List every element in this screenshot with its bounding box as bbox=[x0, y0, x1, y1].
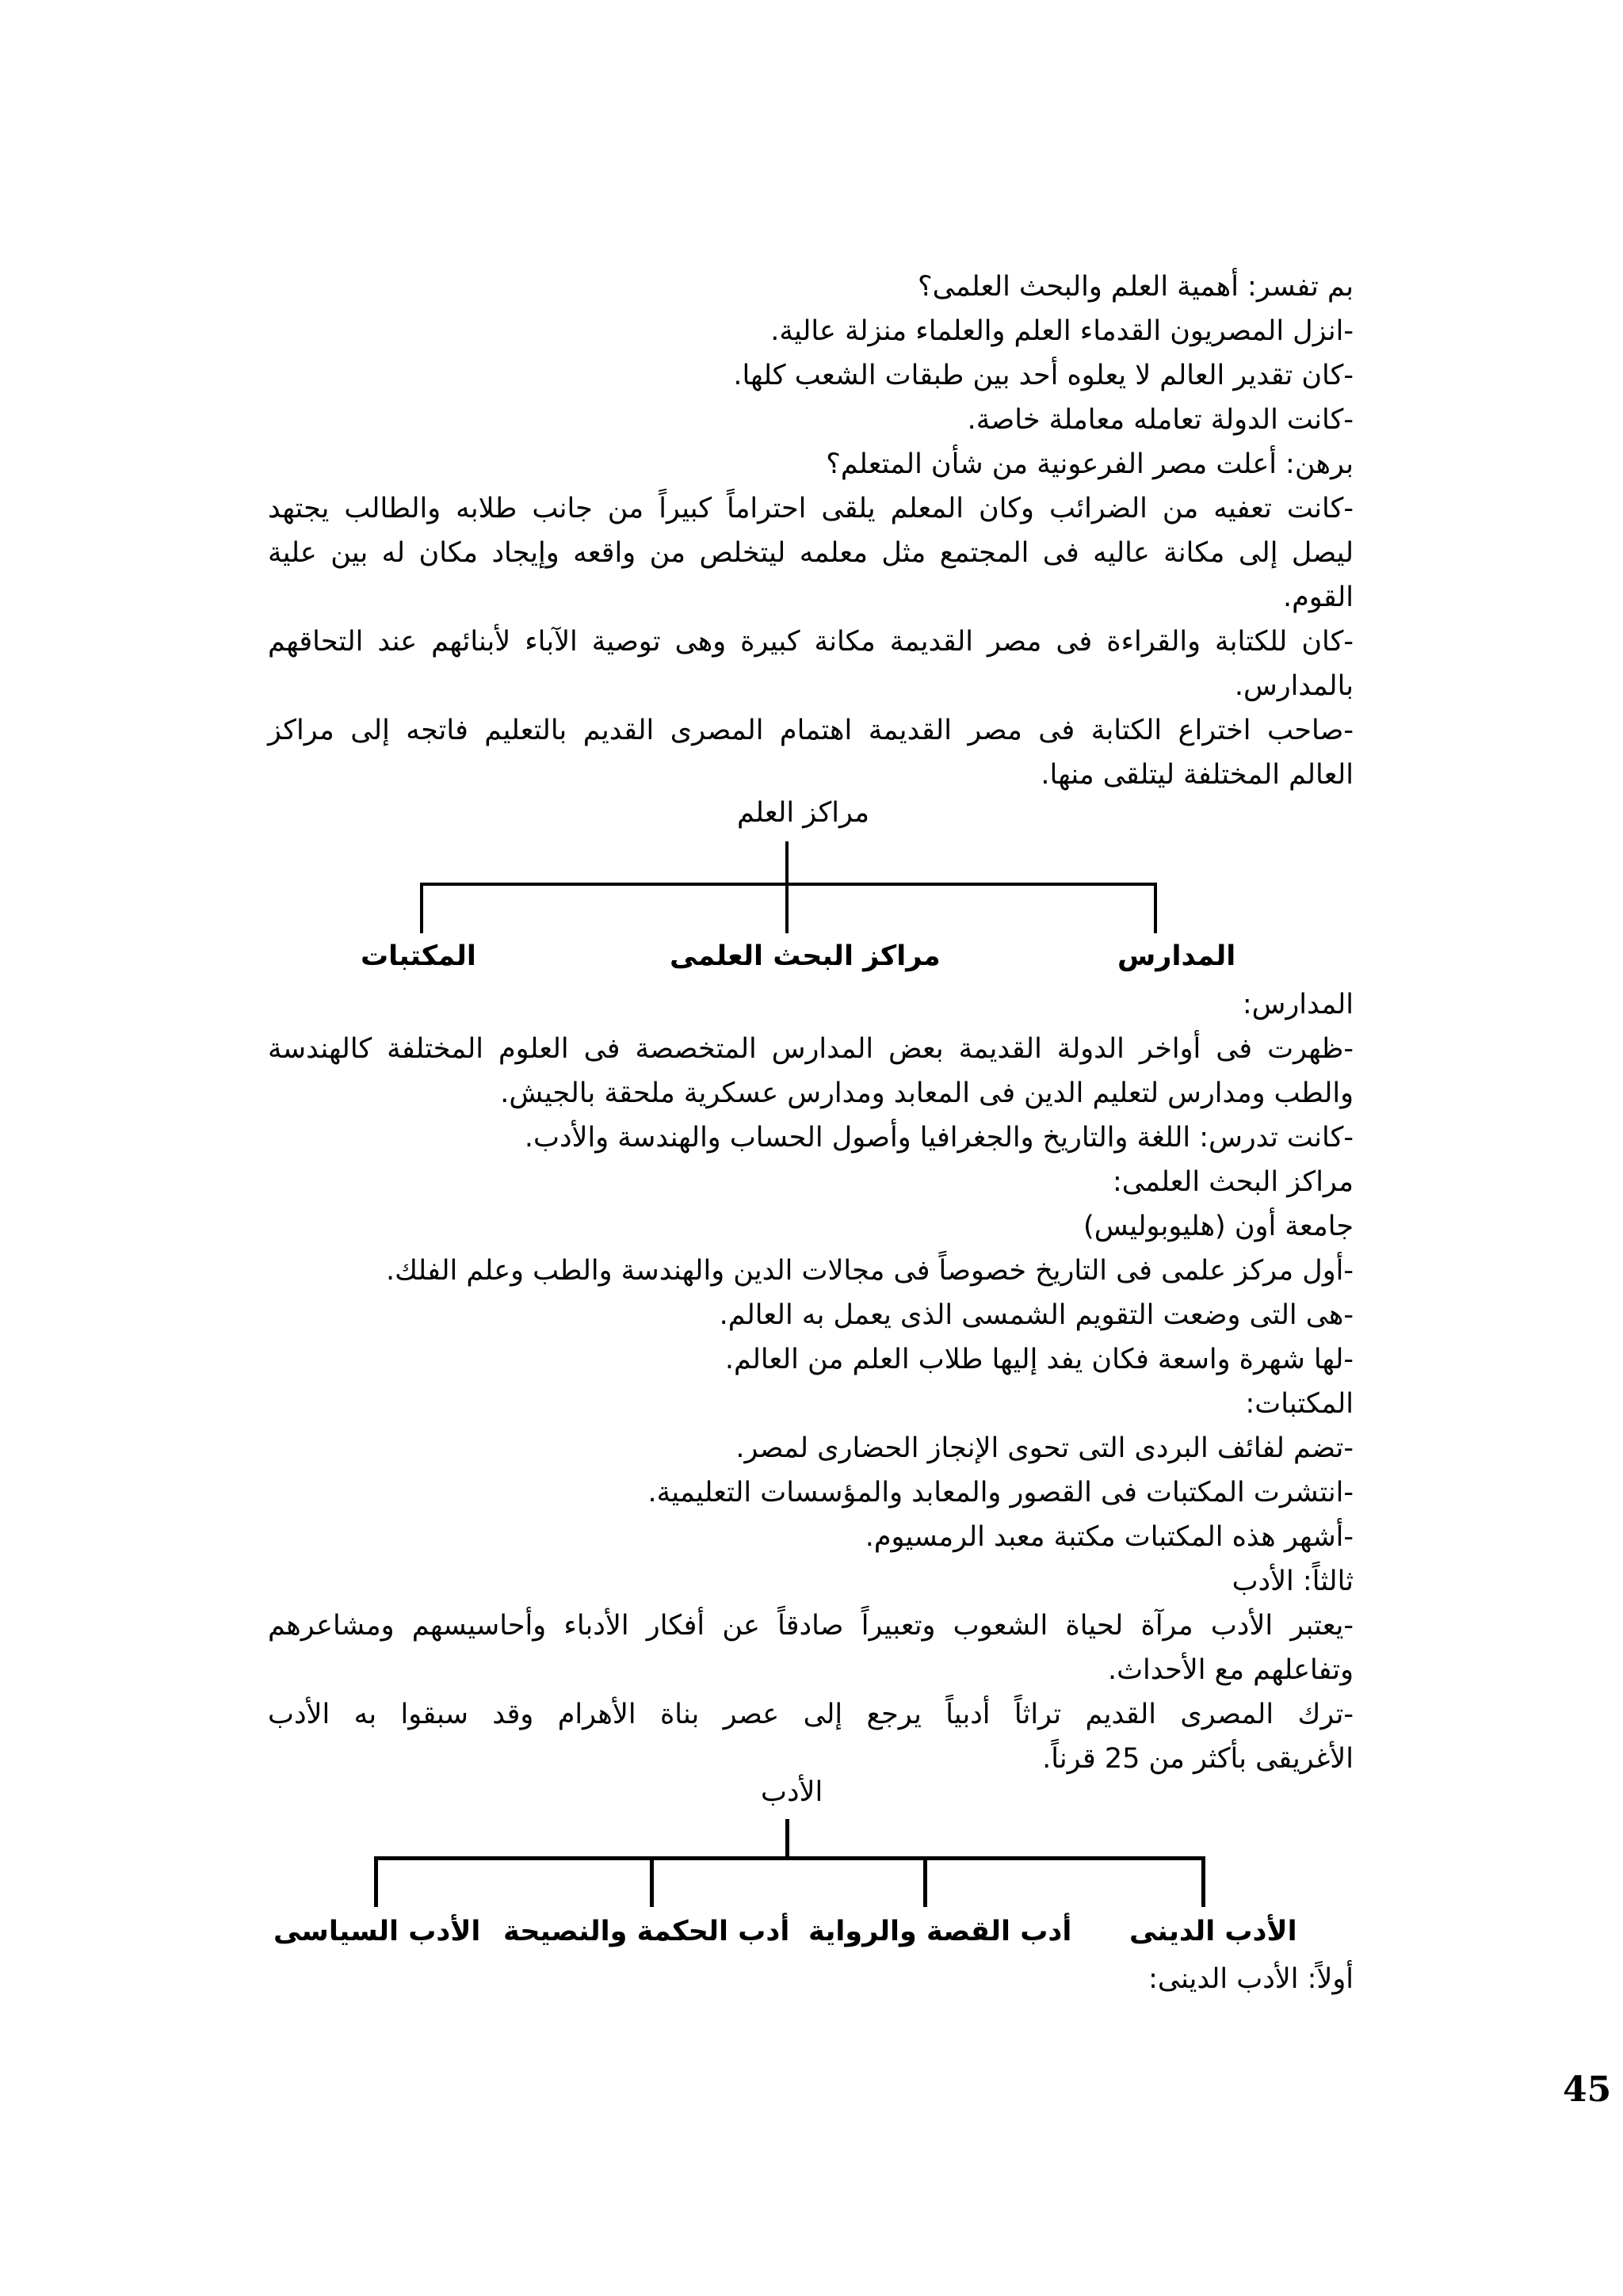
text-line: -أشهر هذه المكتبات مكتبة معبد الرمسيوم. bbox=[865, 1521, 1354, 1553]
text-line: وتفاعلهم مع الأحداث. bbox=[1107, 1654, 1354, 1686]
heading-question-science: بم تفسر: أهمية العلم والبحث العلمى؟ bbox=[918, 271, 1354, 303]
branch-label-political-literature: الأدب السياسى bbox=[273, 1916, 481, 1947]
text-line: الأغريقى بأكثر من 25 قرناً. bbox=[1042, 1743, 1354, 1775]
page-number: 45 bbox=[1563, 2069, 1612, 2110]
diagram-trunk-line bbox=[785, 1819, 789, 1859]
text-line: -كانت تعفيه من الضرائب وكان المعلم يلقى احتراماً كبيراً من جانب طلابه والطالب يجتهد bbox=[268, 493, 1354, 524]
text-line: -لها شهرة واسعة فكان يفد إليها طلاب العلم من العالم. bbox=[724, 1344, 1354, 1375]
text-line: -انتشرت المكتبات فى القصور والمعابد والمؤسسات التعليمية. bbox=[647, 1477, 1354, 1508]
branch-label-libraries: المكتبات bbox=[361, 940, 476, 972]
text-line: -كانت الدولة تعامله معاملة خاصة. bbox=[967, 404, 1354, 436]
diagram-branch-line bbox=[420, 883, 423, 933]
diagram-horizontal-line bbox=[420, 883, 1157, 886]
branch-label-research-centers: مراكز البحث العلمى bbox=[670, 940, 941, 972]
text-line: -ترك المصرى القديم تراثاً أدبياً يرجع إلى عصر بناة الأهرام وقد سبقوا به الأدب bbox=[268, 1699, 1354, 1730]
text-line: العالم المختلفة ليتلقى منها. bbox=[1041, 759, 1354, 791]
diagram-branch-line bbox=[785, 883, 789, 933]
heading-question-learner: برهن: أعلت مصر الفرعونية من شأن المتعلم؟ bbox=[826, 448, 1354, 480]
section-heading-religious: أولاً: الأدب الدينى: bbox=[1148, 1963, 1354, 1995]
text-line: -ظهرت فى أواخر الدولة القديمة بعض المدارس المتخصصة فى العلوم المختلفة كالهندسة bbox=[268, 1033, 1354, 1065]
section-heading-research: مراكز البحث العلمى: bbox=[1113, 1166, 1354, 1198]
diagram-branch-line bbox=[1154, 883, 1157, 933]
text-line: -صاحب اختراع الكتابة فى مصر القديمة اهتمام المصرى القديم بالتعليم فاتجه إلى مراكز bbox=[268, 715, 1354, 746]
text-line: -انزل المصريون القدماء العلم والعلماء منزلة عالية. bbox=[770, 315, 1354, 347]
section-heading-schools: المدارس: bbox=[1242, 989, 1354, 1020]
branch-label-religious-literature: الأدب الدينى bbox=[1129, 1916, 1297, 1947]
diagram-branch-line bbox=[650, 1856, 654, 1907]
diagram-branch-line bbox=[374, 1856, 378, 1907]
text-line: جامعة أون (هليوبوليس) bbox=[1083, 1211, 1354, 1242]
text-line: بالمدارس. bbox=[1234, 670, 1354, 702]
text-line: -كان للكتابة والقراءة فى مصر القديمة مكانة كبيرة وهى توصية الآباء لأبنائهم عند التحاقهم bbox=[268, 626, 1354, 658]
diagram-root-label: الأدب bbox=[761, 1776, 823, 1808]
diagram-root-label: مراكز العلم bbox=[737, 797, 870, 829]
diagram-trunk-line bbox=[785, 841, 789, 884]
branch-label-wisdom-advice: أدب الحكمة والنصيحة bbox=[503, 1916, 790, 1947]
branch-label-schools: المدارس bbox=[1117, 940, 1236, 972]
text-line: القوم. bbox=[1283, 582, 1354, 613]
text-line: -كان تقدير العالم لا يعلوه أحد بين طبقات الشعب كلها. bbox=[733, 360, 1354, 391]
text-line: -تضم لفائف البردى التى تحوى الإنجاز الحضارى لمصر. bbox=[735, 1432, 1354, 1464]
diagram-branch-line bbox=[1201, 1856, 1205, 1907]
branch-label-story-novel: أدب القصة والرواية bbox=[808, 1916, 1072, 1947]
text-line: ليصل إلى مكانة عاليه فى المجتمع مثل معلمه ليتخلص من واقعه وإيجاد مكان له بين علية bbox=[268, 537, 1354, 569]
diagram-horizontal-line bbox=[374, 1856, 1205, 1860]
section-heading-libraries: المكتبات: bbox=[1245, 1388, 1354, 1420]
text-line: -أول مركز علمى فى التاريخ خصوصاً فى مجالات الدين والهندسة والطب وعلم الفلك. bbox=[385, 1255, 1354, 1287]
section-heading-literature: ثالثاً: الأدب bbox=[1232, 1566, 1354, 1597]
text-line: والطب ومدارس لتعليم الدين فى المعابد ومدارس عسكرية ملحقة بالجيش. bbox=[500, 1077, 1354, 1109]
text-line: -هى التى وضعت التقويم الشمسى الذى يعمل به العالم. bbox=[719, 1299, 1354, 1331]
diagram-branch-line bbox=[923, 1856, 927, 1907]
text-line: -كانت تدرس: اللغة والتاريخ والجغرافيا وأصول الحساب والهندسة والأدب. bbox=[524, 1122, 1354, 1154]
text-line: -يعتبر الأدب مرآة لحياة الشعوب وتعبيراً صادقاً عن أفكار الأدباء وأحاسيسهم ومشاعرهم bbox=[268, 1610, 1354, 1642]
